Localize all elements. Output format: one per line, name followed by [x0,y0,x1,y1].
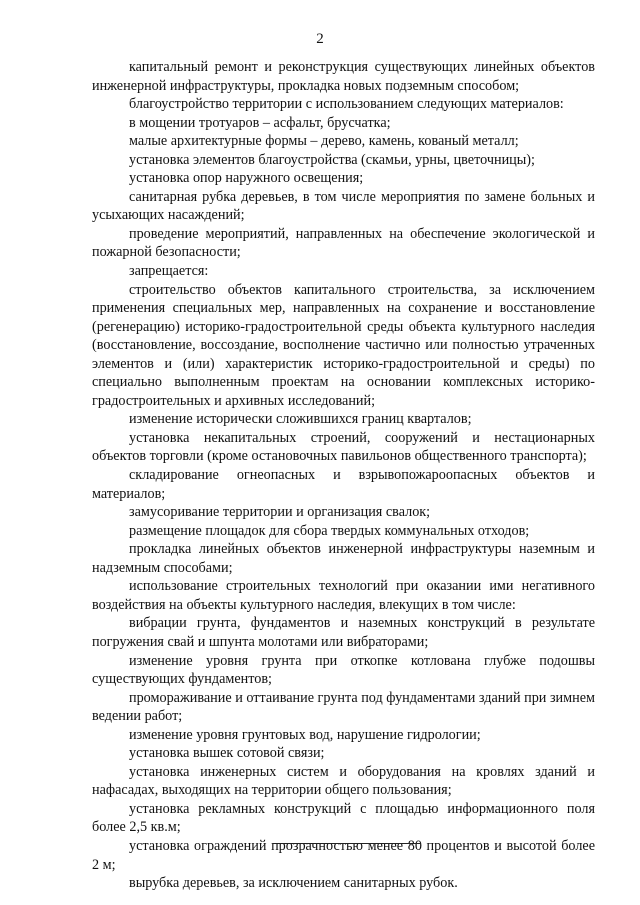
paragraph: запрещается: [129,263,209,280]
paragraph: проведение мероприятий, направленных на обеспечение экологической и пожарной безопасности; [92,225,595,261]
paragraph: установка инженерных систем и оборудования на кровлях зданий и нафасадах, выходящих на территории общего пользования; [92,763,595,799]
paragraph: прокладка линейных объектов инженерной инфраструктуры наземным и надземным способами; [92,541,595,576]
paragraph: изменение уровня грунтовых вод, нарушение гидрологии; [129,726,481,743]
paragraph: малые архитектурные формы – дерево, камень, кованый металл; [129,133,519,150]
paragraph: установка некапитальных строений, сооружений и нестационарных объектов торговли (кроме остановочных павильонов общественного транспорта); [92,429,595,465]
paragraph: размещение площадок для сбора твердых коммунальных отходов; [129,522,530,539]
paragraph: установка опор наружного освещения; [129,170,364,187]
paragraph: установка ограждений прозрачностью менее 80 процентов и высотой более 2 м; [92,837,595,873]
paragraph: установка элементов благоустройства (скамьи, урны, цветочницы); [129,151,535,168]
paragraph: замусоривание территории и организация свалок; [129,504,431,521]
paragraph: благоустройство территории с использованием следующих материалов: [129,96,564,113]
paragraph: вибрации грунта, фундаментов и наземных конструкций в результате погружения свай и шпунта молотами или вибраторами; [92,615,595,650]
paragraph: вырубка деревьев, за исключением санитарных рубок. [129,875,458,892]
paragraph: установка вышек сотовой связи; [129,745,325,762]
closing-rule [273,843,421,844]
paragraph: складирование огнеопасных и взрывопожароопасных объектов и материалов; [92,467,595,502]
paragraph: изменение уровня грунта при откопке котлована глубже подошвы существующих фундаментов; [92,652,595,688]
page-number: 2 [316,31,324,47]
paragraph: установка рекламных конструкций с площадью информационного поля более 2,5 кв.м; [92,800,595,836]
paragraph: в мощении тротуаров – асфальт, брусчатка; [129,114,391,131]
paragraph: санитарная рубка деревьев, в том числе мероприятия по замене больных и усыхающих насаждений; [92,188,595,224]
paragraph: изменение исторически сложившихся границ кварталов; [129,411,472,428]
paragraph: использование строительных технологий при оказании ими негативного воздействия на объекты культурного наследия, влекущих в том числе: [92,578,595,613]
paragraph: промораживание и оттаивание грунта под фундаментами зданий при зимнем ведении работ; [92,689,595,725]
document-body [92,58,595,893]
paragraph: капитальный ремонт и реконструкция существующих линейных объектов инженерной инфраструктуры, прокладка новых подземным способом; [92,59,595,94]
paragraph: строительство объектов капитального строительства, за исключением применения специальных мер, направленных на сохранение и восстановление (регенерацию) историко-градостроительной среды объекта культурного наследия (восстановление, воссоздание, восполнение частично или полностью утраченных элементов и (или) характеристик историко-градостроительной и среды) по специально выполненным проектам на основании комплексных историко-градостроительных и архивных исследований; [92,281,595,409]
